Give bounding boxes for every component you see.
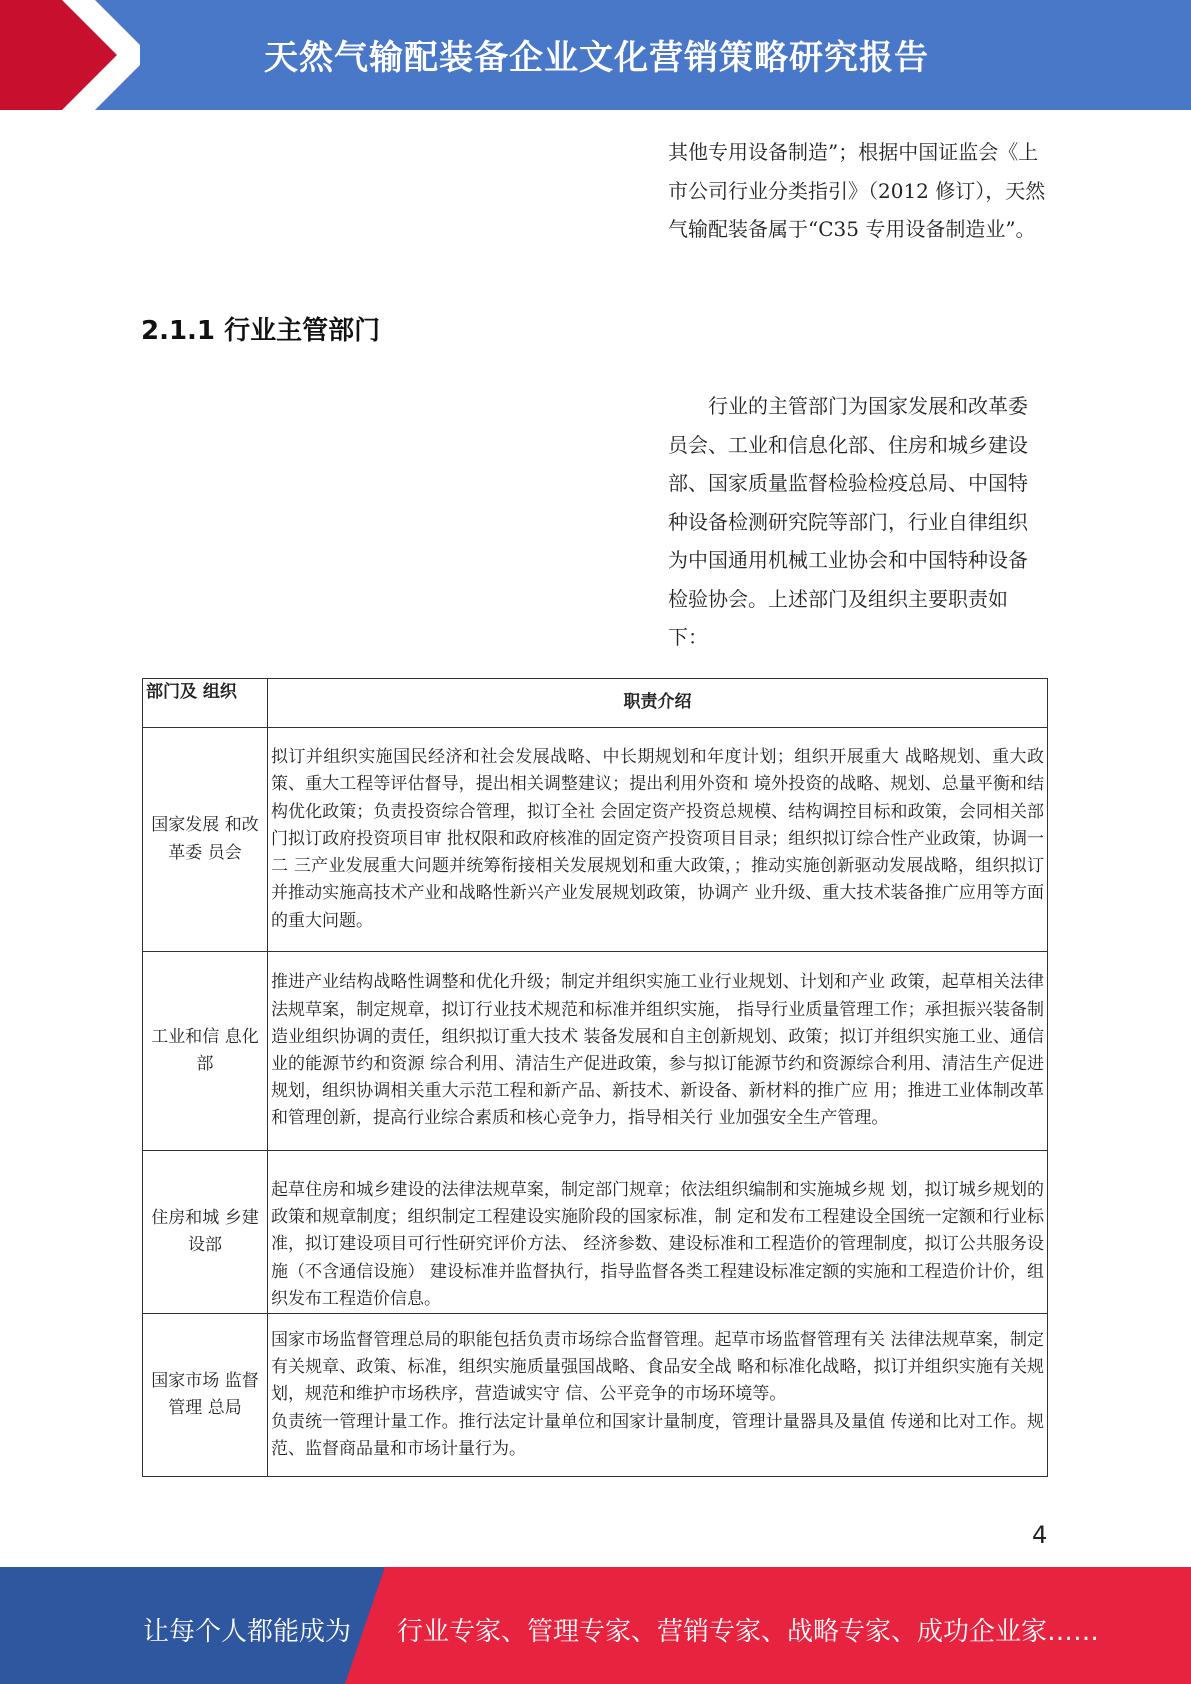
table-row [143,1151,1048,1314]
duties-table [142,678,1048,1477]
table-row [143,952,1048,1151]
department-cell: 国家发展 和改革委 员会 [143,728,268,952]
duty-cell: 起草住房和城乡建设的法律法规草案，制定部门规章；依法组织编制和实施城乡规 划，拟订城乡规划的政策和规章制度；组织制定工程建设实施阶段的国家标准，制 定和发布工程建设全国统一定额和行业标准，拟订建设项目可行性研究评价方法、 经济参数、建设标准和工程造价的管理制度，拟订公共服务设施（不含通信设施） 建设标准并监督执行，指导监督各类工程建设标准定额的实施和工程造价计价，组 织发布工程造价信息。 [268,1151,1048,1314]
table-row [143,1314,1048,1477]
department-cell: 工业和信 息化部 [143,952,268,1151]
duty-paragraph: 国家市场监督管理总局的职能包括负责市场综合监督管理。起草市场监督管理有关 法律法规草案，制定有关规章、政策、标准，组织实施质量强国战略、食品安全战 略和标准化战略，拟订并组织实施有关规划，规范和维护市场秩序，营造诚实守 信、公平竞争的市场环境等。 [271,1330,1044,1405]
page-header [0,0,1191,110]
header-arrow-decoration [0,0,140,110]
intro-paragraph: 其他专用设备制造”；根据中国证监会《上市公司行业分类指引》（2012 修订），天然气输配装备属于“C35 专用设备制造业”。 [668,140,1046,241]
department-cell: 国家市场 监督管理 总局 [143,1314,268,1477]
report-title: 天然气输配装备企业文化营销策略研究报告 [264,38,929,78]
section-paragraph: 行业的主管部门为国家发展和改革委员会、工业和信息化部、住房和城乡建设部、国家质量监督检验检疫总局、中国特种设备检测研究院等部门，行业自律组织为中国通用机械工业协会和中国特种设备检验协会。上述部门及组织主要职责如下： [668,394,1028,649]
department-cell: 住房和城 乡建设部 [143,1151,268,1314]
duty-paragraph: 负责统一管理计量工作。推行法定计量单位和国家计量制度，管理计量器具及量值 传递和比对工作。规范、监督商品量和市场计量行为。 [271,1411,1044,1459]
column-header-duties: 职责介绍 [268,679,1048,728]
duty-cell: 拟订并组织实施国民经济和社会发展战略、中长期规划和年度计划；组织开展重大 战略规划、重大政策、重大工程等评估督导，提出相关调整建议；提出利用外资和 境外投资的战略、规划、总量平衡和结构优化政策；负责投资综合管理，拟订全社 会固定资产投资总规模、结构调控目标和政策，会同相关部门拟订政府投资项目审 批权限和政府核准的固定资产投资项目目录；组织拟订综合性产业政策，协调一二 三产业发展重大问题并统筹衔接相关发展规划和重大政策，；推动实施创新驱动发展战略，组织拟订并推动实施高技术产业和战略性新兴产业发展规划政策，协调产 业升级、重大技术装备推广应用等方面的重大问题。 [268,728,1048,952]
footer-slogan-right: 行业专家、管理专家、营销专家、战略专家、成功企业家…… [397,1617,1100,1647]
duty-cell [268,1314,1048,1477]
footer-slogan-left: 让每个人都能成为 [143,1617,352,1647]
section-heading: 2.1.1 行业主管部门 [141,316,381,346]
page-number: 4 [1032,1521,1048,1549]
column-header-department: 部门及 组织 [143,679,268,728]
table-row [143,728,1048,952]
page-footer [0,1567,1191,1684]
duty-cell: 推进产业结构战略性调整和优化升级；制定并组织实施工业行业规划、计划和产业 政策，起草相关法律法规草案，制定规章，拟订行业技术规范和标准并组织实施， 指导行业质量管理工作；承担振兴装备制造业组织协调的责任，组织拟订重大技术 装备发展和自主创新规划、政策；拟订并组织实施工业、通信业的能源节约和资源 综合利用、清洁生产促进政策，参与拟订能源节约和资源综合利用、清洁生产促进 规划，组织协调相关重大示范工程和新产品、新技术、新设备、新材料的推广应 用；推进工业体制改革和管理创新，提高行业综合素质和核心竞争力，指导相关行 业加强安全生产管理。 [268,952,1048,1151]
table-header-row [143,679,1048,728]
